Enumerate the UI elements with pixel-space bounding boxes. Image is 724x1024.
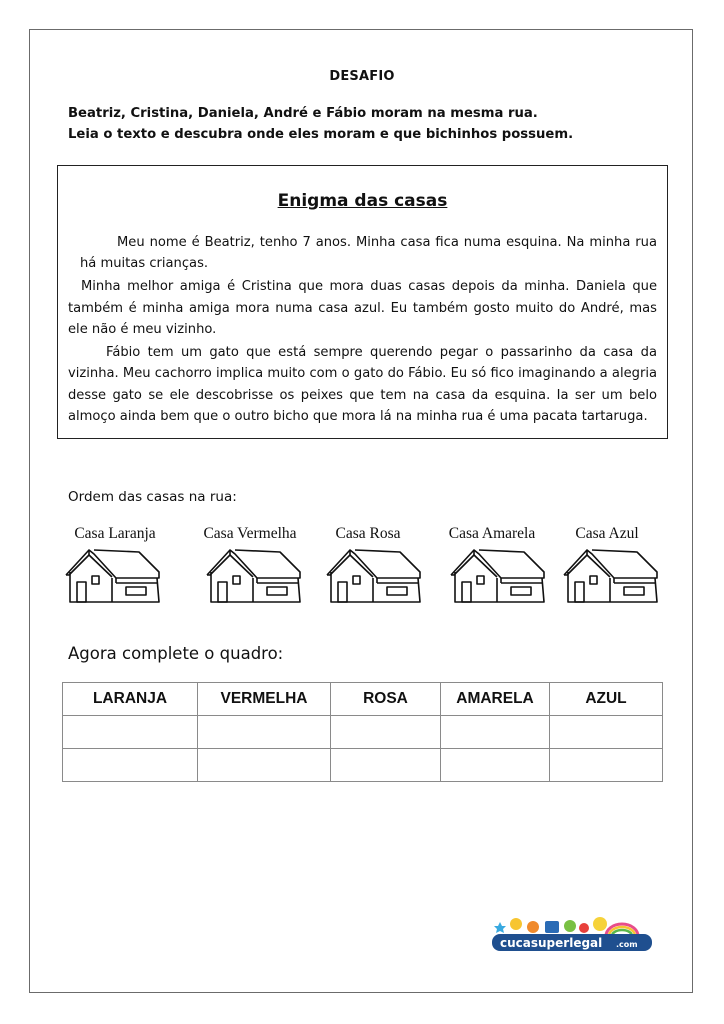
complete-table-label: Agora complete o quadro: <box>68 644 284 663</box>
table-row <box>63 716 663 749</box>
column-header: LARANJA <box>63 683 198 716</box>
character-icon <box>564 920 576 932</box>
table-header-row <box>63 683 663 716</box>
riddle-paragraph: Meu nome é Beatriz, tenho 7 anos. Minha casa fica numa esquina. Na minha rua há muitas crianças. <box>80 235 657 272</box>
riddle-title: Enigma das casas <box>277 191 448 211</box>
cucasuperlegal-logo <box>488 914 658 956</box>
character-icon <box>527 921 539 933</box>
logo-suffix: .com <box>616 940 638 949</box>
answer-cell[interactable] <box>198 749 331 782</box>
answer-cell[interactable] <box>441 749 550 782</box>
sun-icon <box>593 917 607 931</box>
house-label: Casa Amarela <box>448 525 536 542</box>
house-icon <box>449 547 549 607</box>
answer-cell[interactable] <box>331 749 441 782</box>
page-title: DESAFIO <box>329 69 395 84</box>
houses-row <box>0 525 724 615</box>
answer-cell[interactable] <box>63 716 198 749</box>
house-icon <box>325 547 425 607</box>
house-label: Casa Rosa <box>335 525 401 542</box>
answer-table <box>62 682 663 782</box>
house-label: Casa Vermelha <box>203 525 297 542</box>
logo-text: cucasuperlegal <box>500 936 603 950</box>
house-icon <box>64 547 164 607</box>
character-icon <box>579 923 589 933</box>
house-yellow <box>427 525 557 607</box>
column-header: AZUL <box>550 683 663 716</box>
answer-cell[interactable] <box>550 716 663 749</box>
street-order-label: Ordem das casas na rua: <box>68 489 237 505</box>
riddle-text <box>68 232 657 429</box>
intro-line: Leia o texto e descubra onde eles moram e que bichinhos possuem. <box>68 127 574 142</box>
answer-cell[interactable] <box>331 716 441 749</box>
intro-line: Beatriz, Cristina, Daniela, André e Fábio moram na mesma rua. <box>68 106 538 121</box>
house-orange <box>50 525 180 607</box>
sun-icon <box>510 918 522 930</box>
house-icon <box>205 547 305 607</box>
column-header: VERMELHA <box>198 683 331 716</box>
answer-cell[interactable] <box>63 749 198 782</box>
column-header: ROSA <box>331 683 441 716</box>
riddle-paragraph: Fábio tem um gato que está sempre querendo pegar o passarinho da casa da vizinha. Meu cachorro implica muito com o gato do Fábio. Eu só fico imaginando a alegria desse gato se ele descobrisse os peixes que tem na casa da esquina. Ia ser um belo almoço ainda bem que o outro bicho que mora lá na minha rua é uma pacata tartaruga. <box>68 345 657 425</box>
riddle-paragraph: Minha melhor amiga é Cristina que mora duas casas depois da minha. Daniela que também é minha amiga mora numa casa azul. Eu também gosto muito do André, mas ele não é meu vizinho. <box>68 279 657 338</box>
answer-cell[interactable] <box>441 716 550 749</box>
house-icon <box>562 547 662 607</box>
column-header: AMARELA <box>441 683 550 716</box>
table-row <box>63 749 663 782</box>
house-blue <box>542 525 672 607</box>
star-icon <box>494 922 506 933</box>
answer-cell[interactable] <box>198 716 331 749</box>
house-red <box>185 525 315 607</box>
riddle-box <box>57 165 668 439</box>
house-label: Casa Azul <box>575 525 639 542</box>
intro-text <box>68 103 573 145</box>
box-icon <box>545 921 559 933</box>
house-pink <box>303 525 433 607</box>
answer-cell[interactable] <box>550 749 663 782</box>
house-label: Casa Laranja <box>74 525 156 542</box>
